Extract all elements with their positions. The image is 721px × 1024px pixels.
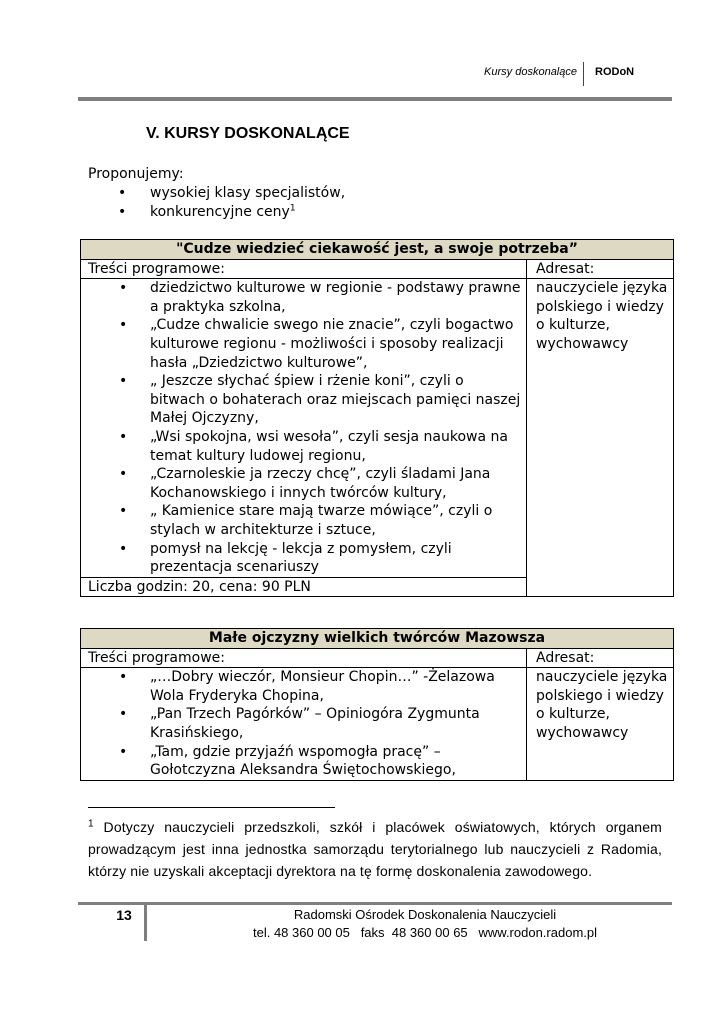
footnote: [88, 816, 662, 882]
footer-organization: [200, 906, 650, 942]
header-brand: RODoN: [595, 66, 635, 78]
hours-price: Liczba godzin: 20, cena: 90 PLN: [81, 577, 527, 597]
topics-list: [88, 279, 526, 577]
footer-rule: [78, 902, 672, 905]
topic-item: • pomysł na lekcję - lekcja z pomysłem, czyli prezentacja scenariuszy: [88, 540, 526, 577]
course-table-2: [80, 628, 674, 781]
topic-item: • dziedzictwo kulturowe w regionie - podstawy prawne a praktyka szkolna,: [88, 279, 526, 316]
footnote-number: 1: [88, 818, 94, 830]
audience-label: Adresat:: [527, 648, 674, 668]
section-title: V. KURSY DOSKONALĄCE: [146, 125, 350, 142]
intro: [88, 165, 345, 222]
footer-divider: [144, 905, 147, 941]
intro-bullets: [88, 184, 345, 222]
intro-lead: Proponujemy:: [88, 166, 184, 182]
topics-cell: [81, 668, 527, 781]
topics-list: [88, 668, 526, 780]
footnote-text: Dotyczy nauczycieli przedszkoli, szkół i placówek oświatowych, których organem prowadzącym jest inna jednostka samorządu terytorialnego lub nauczycieli z Radomia, którzy nie uzyskali akceptacji dyrektora na tę formę doskonalenia zawodowego.: [88, 819, 662, 879]
topic-item: • „ Jeszcze słychać śpiew i rżenie koni”, czyli o bitwach o bohaterach oraz miejscach pamięci naszej Małej Ojczyzny,: [88, 372, 526, 428]
content-label: Treści programowe:: [81, 648, 527, 668]
topic-item: • „…Dobry wieczór, Monsieur Chopin…” -Żelazowa Wola Fryderyka Chopina,: [88, 668, 526, 705]
footnote-ref[interactable]: 1: [289, 203, 296, 214]
intro-bullet: [88, 203, 345, 222]
topic-item: • „Wsi spokojna, wsi wesoła”, czyli sesja naukowa na temat kultury ludowej regionu,: [88, 428, 526, 465]
intro-bullet: [88, 184, 345, 203]
intro-bullet-text: wysokiej klasy specjalistów,: [150, 185, 346, 201]
topic-item: • „ Kamienice stare mają twarze mówiące”, czyli o stylach w architekturze i sztuce,: [88, 502, 526, 539]
topic-item: • „Pan Trzech Pagórków” – Opiniogóra Zygmunta Krasińskiego,: [88, 705, 526, 742]
topic-item: • „Czarnoleskie ja rzeczy chcę”, czyli śladami Jana Kochanowskiego i innych twórców kultury,: [88, 465, 526, 502]
header-rule: [78, 97, 672, 101]
course-title: "Cudze wiedzieć ciekawość jest, a swoje potrzeba”: [81, 240, 674, 260]
audience-value: nauczyciele języka polskiego i wiedzy o kulturze, wychowawcy: [527, 668, 674, 781]
course-title: Małe ojczyzny wielkich twórców Mazowsza: [81, 629, 674, 649]
page-number: 13: [116, 907, 132, 923]
audience-value: nauczyciele języka polskiego i wiedzy o kulturze, wychowawcy: [527, 279, 674, 597]
content-label: Treści programowe:: [81, 259, 527, 279]
audience-label: Adresat:: [527, 259, 674, 279]
course-table-1: [80, 239, 674, 597]
footer-org-name: Radomski Ośrodek Doskonalenia Nauczycieli: [293, 907, 557, 922]
footnote-rule: [88, 807, 335, 808]
header-divider: [583, 62, 584, 86]
intro-bullet-text: konkurencyjne ceny: [150, 204, 290, 220]
topics-cell: [81, 279, 527, 578]
header-course-label: Kursy doskonalące: [484, 66, 577, 78]
topic-item: • „Tam, gdzie przyjaźń wspomogła pracę” – Gołotczyzna Aleksandra Świętochowskiego,: [88, 743, 526, 780]
topic-item: • „Cudze chwalicie swego nie znacie”, czyli bogactwo kulturowe regionu - możliwości i sposoby realizacji hasła „Dziedzictwo kulturowe”,: [88, 316, 526, 372]
footer-contact: tel. 48 360 00 05 faks 48 360 00 65 www.rodon.radom.pl: [253, 925, 597, 940]
